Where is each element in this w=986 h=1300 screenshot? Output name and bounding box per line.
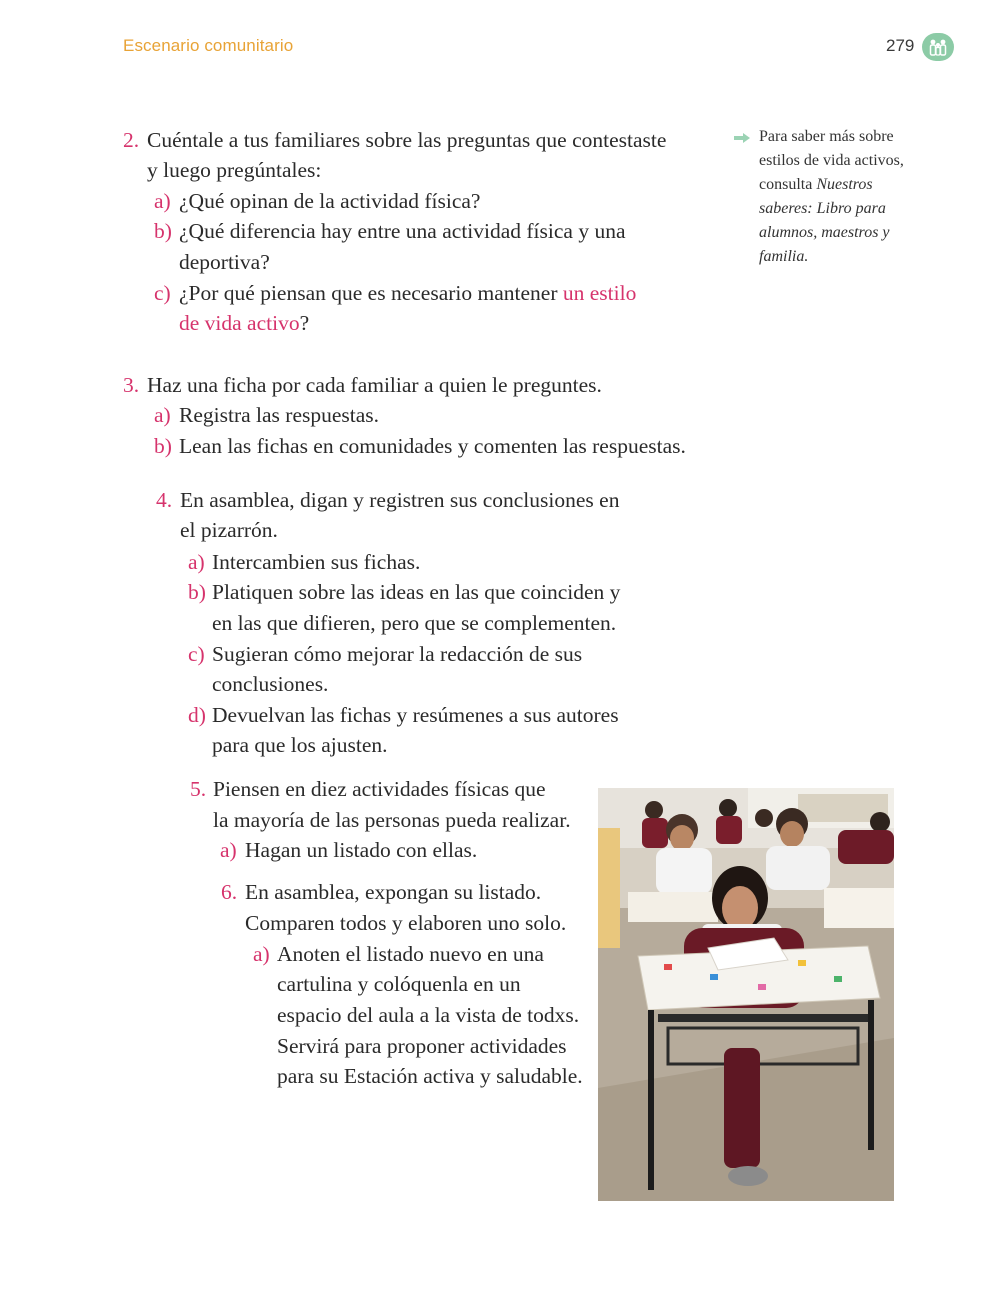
sidenote-line (759, 245, 929, 269)
item-text: Intercambien sus fichas. (212, 550, 421, 574)
question-6-text: En asamblea, expongan su listado. (245, 880, 542, 904)
item-text (179, 278, 636, 308)
page-number: 279 (886, 36, 915, 55)
question-number: 4. (156, 488, 173, 512)
item-text: para su Estación activa y saludable. (277, 1064, 583, 1088)
item-text-part: ? (299, 311, 310, 335)
section-title: Escenario comunitario (123, 36, 294, 55)
question-2-text: Cuéntale a tus familiares sobre las preguntas que contestaste (147, 128, 667, 152)
item-label: a) (154, 403, 171, 427)
arrow-right-icon (733, 131, 751, 143)
item-text: en las que difieren, pero que se complementen. (212, 611, 617, 635)
question-5-text: Piensen en diez actividades físicas que (213, 777, 546, 801)
item-label: c) (154, 281, 171, 305)
glossary-link[interactable]: de vida activo (179, 311, 300, 335)
book-title: saberes: Libro para (759, 200, 886, 217)
item-text: Lean las fichas en comunidades y comenten las respuestas. (179, 434, 686, 458)
question-6-text: Comparen todos y elaboren uno solo. (245, 911, 567, 935)
item-label: b) (154, 219, 172, 243)
item-text (179, 308, 309, 338)
item-text: Anoten el listado nuevo en una (277, 942, 544, 966)
item-label: c) (188, 642, 205, 666)
community-icon (922, 33, 954, 61)
book-title: Nuestros (816, 176, 873, 193)
sidenote-line (759, 221, 929, 245)
item-text-part: ¿Por qué piensan que es necesario mantener (179, 281, 558, 305)
item-label: d) (188, 703, 206, 727)
question-number: 2. (123, 128, 140, 152)
classroom-photo (598, 788, 894, 1201)
question-4-text: el pizarrón. (180, 518, 278, 542)
sidenote-text: consulta (759, 176, 817, 193)
item-label: a) (220, 838, 237, 862)
item-label: a) (154, 189, 171, 213)
item-text: para que los ajusten. (212, 733, 388, 757)
item-text: espacio del aula a la vista de todxs. (277, 1003, 580, 1027)
item-label: b) (188, 580, 206, 604)
item-text: Hagan un listado con ellas. (245, 838, 478, 862)
question-4-text: En asamblea, digan y registren sus conclusiones en (180, 488, 620, 512)
item-text: Sugieran cómo mejorar la redacción de sus (212, 642, 583, 666)
sidenote-line: Para saber más sobre (759, 128, 894, 145)
item-text: Servirá para proponer actividades (277, 1034, 567, 1058)
item-text: ¿Qué diferencia hay entre una actividad física y una (179, 219, 626, 243)
sidenote (759, 125, 929, 269)
question-number: 5. (190, 777, 207, 801)
book-title: familia. (759, 248, 809, 265)
question-2 (123, 125, 139, 155)
sidenote-line: estilos de vida activos, (759, 152, 904, 169)
item-text: deportiva? (179, 250, 270, 274)
question-number: 6. (221, 880, 238, 904)
item-text: Registra las respuestas. (179, 403, 380, 427)
item-label: a) (188, 550, 205, 574)
sidenote-line (759, 197, 929, 221)
item-label: b) (154, 434, 172, 458)
item-text: Devuelvan las fichas y resúmenes a sus autores (212, 703, 619, 727)
question-5-text: la mayoría de las personas pueda realizar. (213, 808, 571, 832)
item-text: cartulina y colóquenla en un (277, 972, 521, 996)
question-3-text: Haz una ficha por cada familiar a quien le preguntes. (147, 373, 602, 397)
question-2-text: y luego pregúntales: (147, 158, 322, 182)
item-text: ¿Qué opinan de la actividad física? (179, 189, 481, 213)
question-number: 3. (123, 373, 140, 397)
sidenote-line (759, 173, 929, 197)
item-label: a) (253, 942, 270, 966)
glossary-link[interactable]: un estilo (562, 281, 637, 305)
item-text: conclusiones. (212, 672, 329, 696)
item-text: Platiquen sobre las ideas en las que coinciden y (212, 580, 621, 604)
book-title: alumnos, maestros y (759, 224, 890, 241)
